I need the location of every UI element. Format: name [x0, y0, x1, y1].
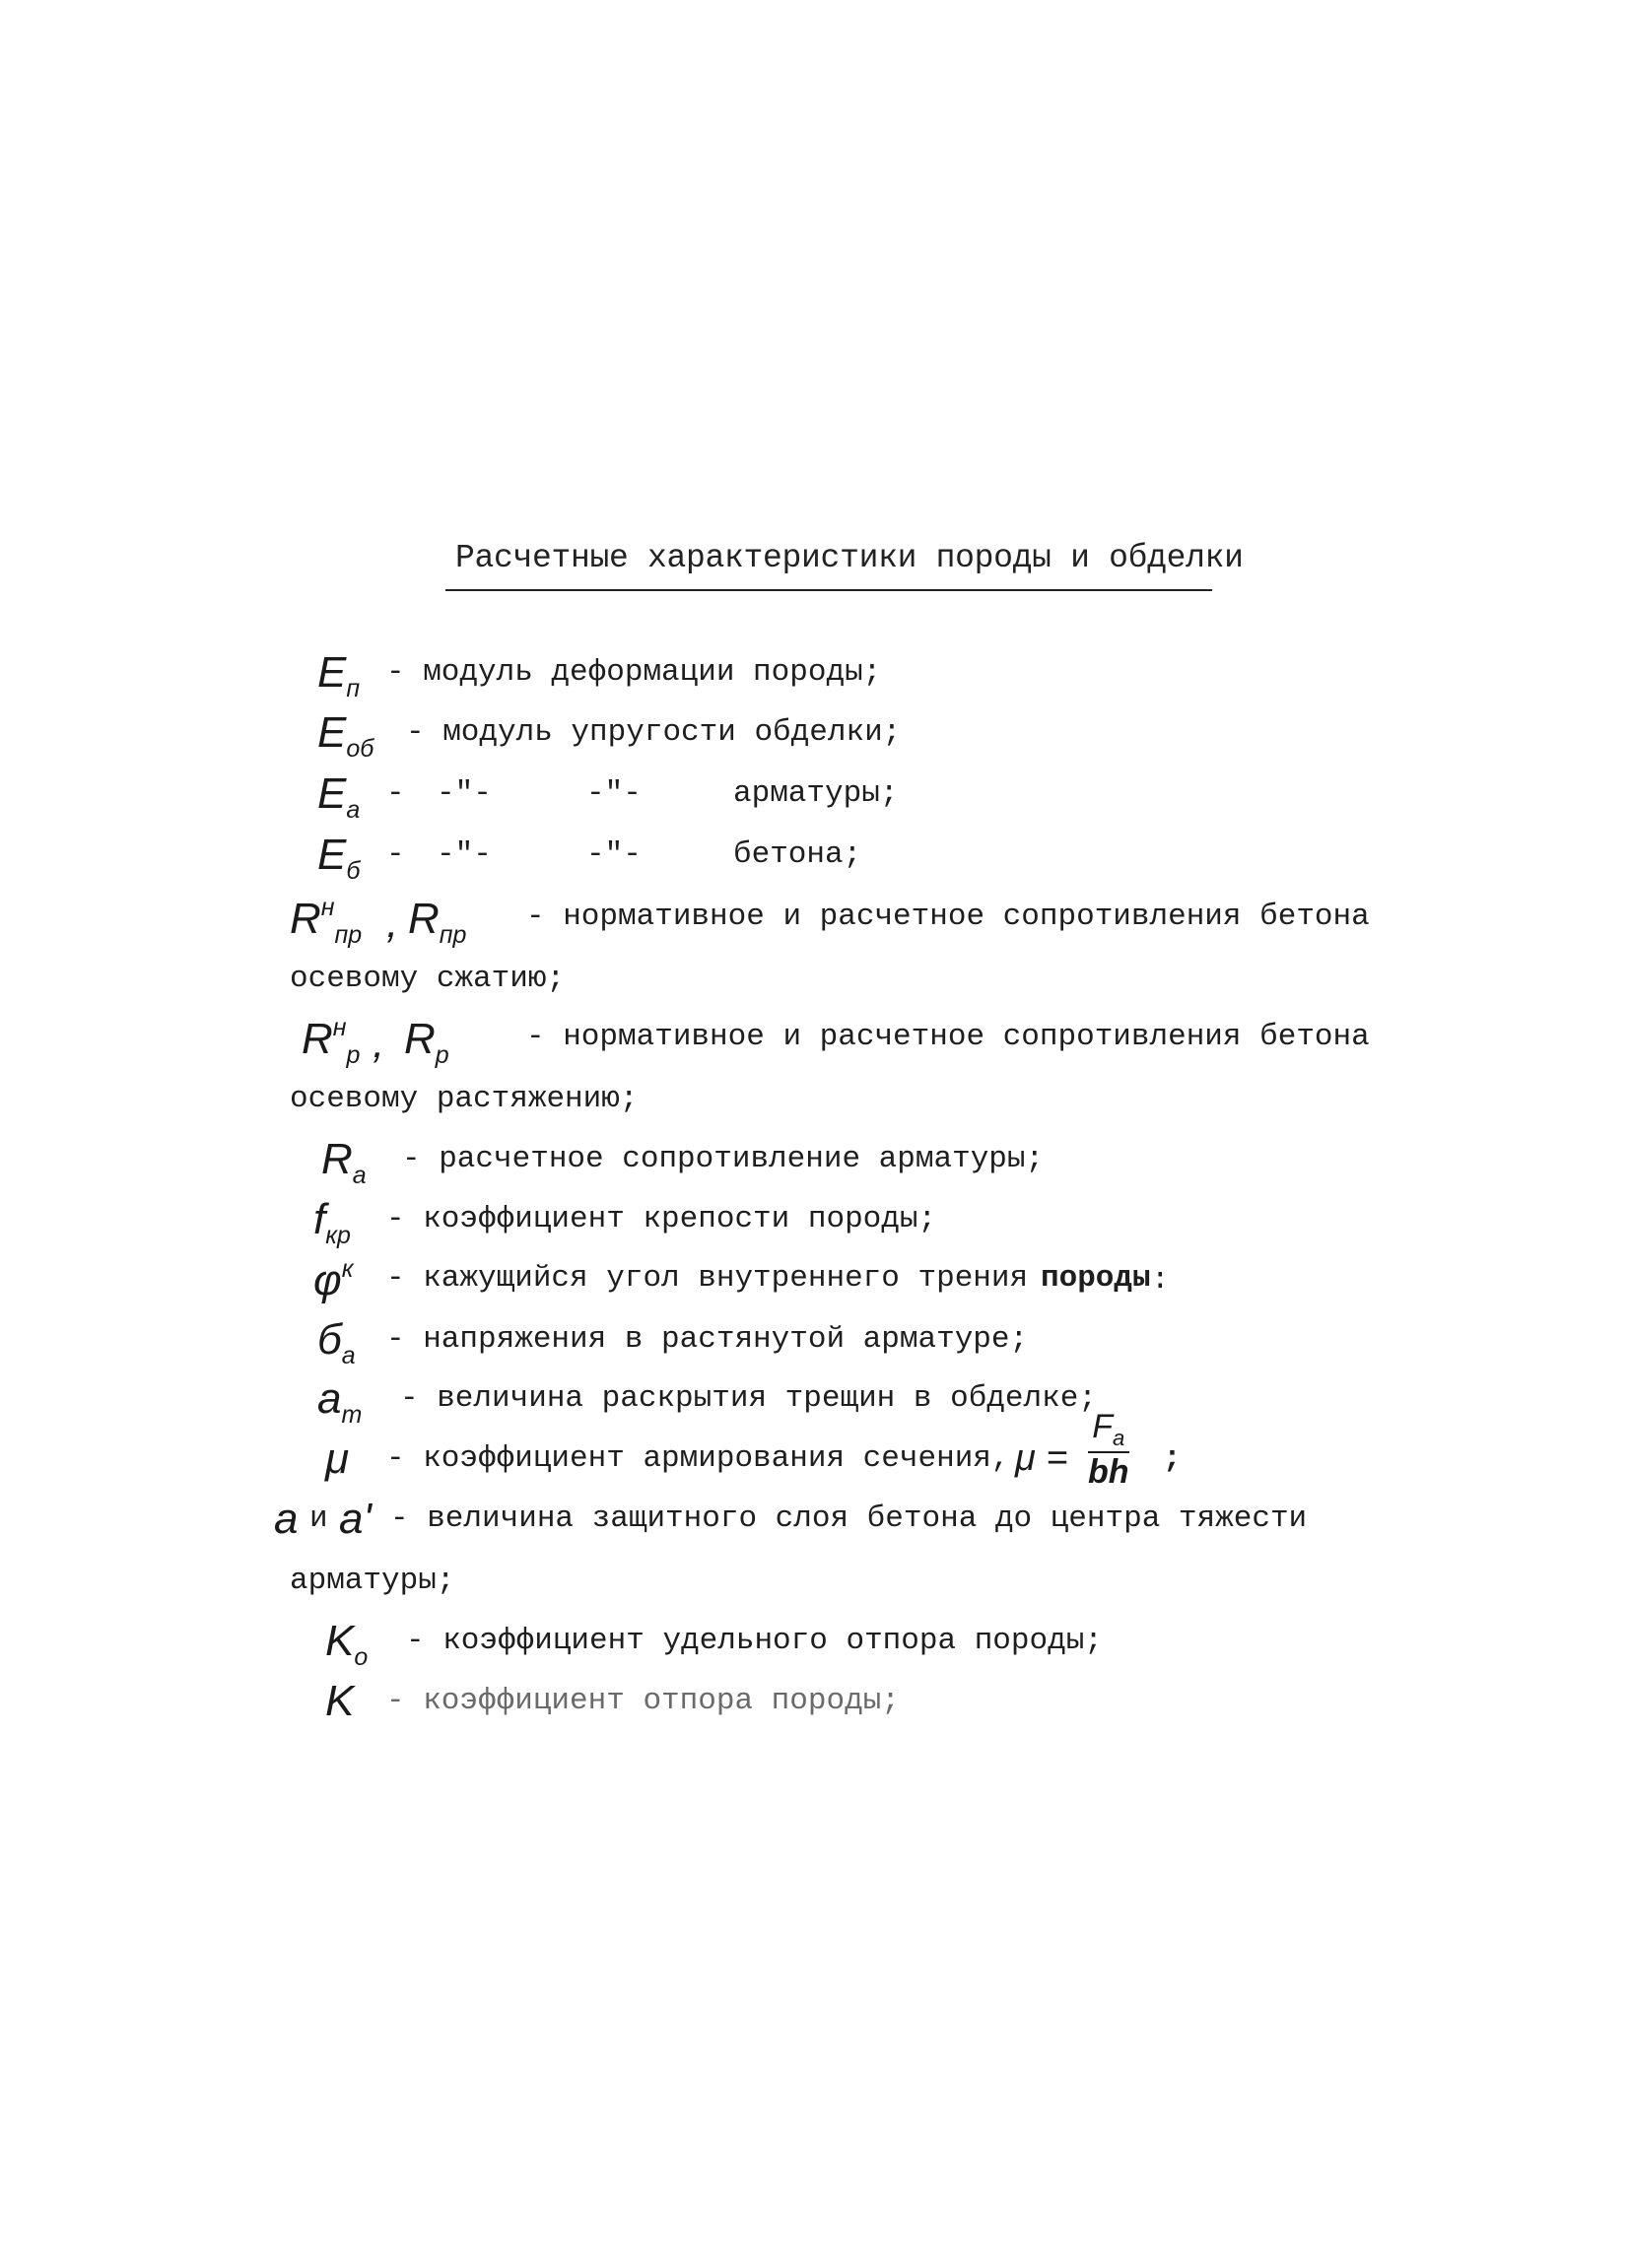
symbol: $R_р$ — [404, 1015, 449, 1069]
definition-text: - величина защитного слоя бетона до центра тяжести — [390, 1501, 1308, 1536]
page-title: Расчетные характеристики породы и обделки — [455, 540, 1244, 576]
definition-row — [0, 1251, 1629, 1312]
symbol: a' — [339, 1495, 372, 1543]
separator: , — [373, 1019, 385, 1067]
definition-continuation: осевому растяжению; — [290, 1082, 639, 1116]
ditto-mark: -"- — [586, 776, 642, 811]
symbol: $R_a$ — [321, 1135, 367, 1189]
definition-row — [0, 1192, 1629, 1253]
definition-row — [0, 1408, 1629, 1493]
definition-text: - коэффициент крепости породы; — [386, 1202, 937, 1236]
definition-text: - модуль упругости обделки; — [406, 715, 902, 750]
definition-text: бетона; — [733, 837, 862, 872]
punctuation: : — [1151, 1263, 1170, 1298]
formula-denominator: bh — [1088, 1452, 1129, 1491]
definition-text: - коэффициент отпора породы; — [386, 1684, 900, 1718]
definition-text: - коэффициент армирования сечения, — [386, 1441, 1010, 1476]
symbol: μ — [325, 1434, 350, 1483]
formula-numerator: $F_a$ — [1088, 1410, 1129, 1453]
formula-fraction — [1088, 1410, 1129, 1489]
symbol: $E_п$ — [317, 648, 361, 702]
dash: - — [386, 776, 405, 811]
definition-continuation: арматуры; — [290, 1564, 455, 1598]
definition-row — [0, 1132, 1629, 1193]
ditto-mark: -"- — [437, 776, 492, 811]
symbol: $\varphi^к$ — [313, 1255, 354, 1304]
symbol: $E_{об}$ — [317, 708, 374, 763]
dash: - — [386, 837, 405, 872]
definition-row — [0, 767, 1629, 828]
definition-row — [0, 645, 1629, 706]
definition-text: арматуры; — [733, 776, 899, 811]
definition-text: - коэффициент удельного отпора породы; — [406, 1624, 1103, 1658]
symbol: $R^н_р$ — [302, 1014, 361, 1069]
definition-text: - напряжения в растянутой арматуре; — [386, 1322, 1029, 1357]
symbol: $б_a$ — [317, 1315, 356, 1369]
symbol: a — [274, 1495, 299, 1543]
definition-row — [0, 1614, 1629, 1675]
definition-text: - расчетное сопротивление арматуры; — [402, 1142, 1045, 1176]
symbol: $E_б$ — [317, 831, 361, 885]
symbol: $R^н_{пр}$ — [290, 894, 363, 949]
definition-text: - величина раскрытия трещин в обделке; — [400, 1381, 1097, 1416]
conjunction: и — [309, 1501, 328, 1536]
symbol: $R_{пр}$ — [408, 895, 467, 949]
definition-row — [0, 705, 1629, 767]
ditto-mark: -"- — [586, 837, 642, 872]
definition-row — [0, 1674, 1629, 1735]
definition-text: - модуль деформации породы; — [386, 655, 882, 690]
definition-text: - нормативное и расчетное сопротивления бетона — [526, 900, 1370, 934]
formula-lhs: μ = — [1015, 1437, 1068, 1479]
symbol: $K_o$ — [325, 1617, 369, 1671]
definition-row — [0, 828, 1629, 889]
symbol: $E_a$ — [317, 769, 361, 824]
punctuation: ; — [1163, 1441, 1182, 1476]
definition-row — [0, 890, 1629, 951]
title-underline — [445, 589, 1212, 591]
definition-continuation: осевому сжатию; — [290, 962, 566, 996]
definition-row — [0, 1371, 1629, 1433]
separator: , — [386, 899, 399, 947]
symbol: K — [325, 1677, 355, 1725]
definition-row — [0, 1010, 1629, 1071]
ditto-mark: -"- — [437, 837, 492, 872]
definition-text-bold: породы — [1041, 1261, 1151, 1296]
definition-text: - нормативное и расчетное сопротивления бетона — [526, 1020, 1370, 1054]
symbol: $a_т$ — [317, 1374, 363, 1429]
definition-row — [0, 1492, 1629, 1553]
definition-text: - кажущийся угол внутреннего трения — [386, 1261, 1029, 1296]
symbol: $f_{кр}$ — [313, 1195, 351, 1249]
definition-row — [0, 1312, 1629, 1373]
